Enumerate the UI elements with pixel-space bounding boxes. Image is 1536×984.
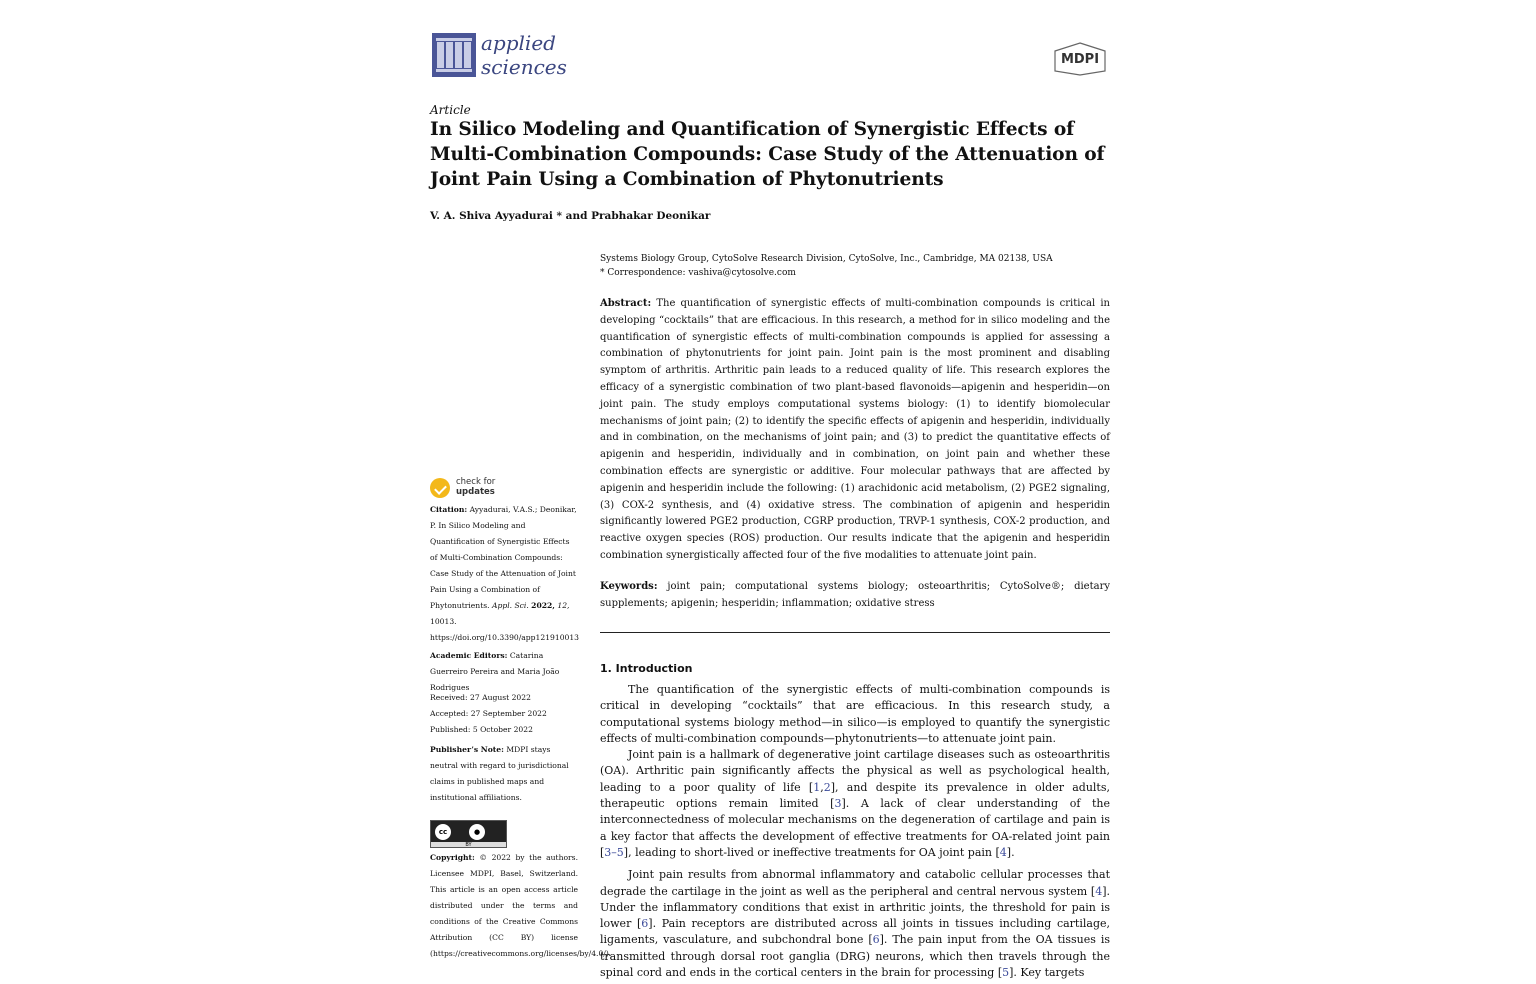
citation-link[interactable]: 3 bbox=[834, 797, 842, 811]
journal-name-line1: applied bbox=[481, 31, 556, 55]
publishers-note bbox=[430, 742, 578, 806]
citation-journal: Appl. Sci. bbox=[491, 601, 529, 610]
publisher-name: MDPI bbox=[1060, 52, 1100, 67]
abstract-text: The quantification of synergistic effects of multi-combination compounds is critical in developing “cocktails” that are efficacious. In this research, a method for in silico modeling and the quantification of synergistic effects of multi-combination compounds is applied for assessing a combination of phytonutrients for joint pain. Joint pain is the most prominent and disabling symptom of arthritis. Arthritic pain leads to a reduced quality of life. This research explores the efficacy of a synergistic combination of two plant-based flavonoids—apigenin and hesperidin—on joint pain. The study employs computational systems biology: (1) to identify biomolecular mechanisms of joint pain; (2) to identify the specific effects of apigenin and hesperidin, individually and in combination, on the mechanisms of joint pain; and (3) to predict the quantitative effects of apigenin and hesperidin, individually and in combination, on joint pain and whether these combination effects are synergistic or additive. Four molecular pathways that are affected by apigenin and hesperidin include the following: (1) arachidonic acid metabolism, (2) PGE2 signaling, (3) COX-2 synthesis, and (4) oxidative stress. The combination of apigenin and hesperidin significantly lowered PGE2 production, CGRP production, TRVP-1 synthesis, COX-2 production, and reactive oxygen species (ROS) production. Our results indicate that the apigenin and hesperidin combination synergistically affected four of the five modalities to attenuate joint pain. bbox=[600, 298, 1110, 561]
check-for-updates-label: check for updates bbox=[456, 477, 496, 497]
journal-name bbox=[481, 31, 567, 79]
check-circle-icon bbox=[430, 478, 450, 498]
abstract bbox=[600, 296, 1110, 565]
published-date: Published: 5 October 2022 bbox=[430, 725, 533, 734]
publication-dates bbox=[430, 690, 578, 738]
citation-doi[interactable]: 10013. https://doi.org/10.3390/app121910013 bbox=[430, 617, 580, 642]
citation-link[interactable]: 4 bbox=[999, 845, 1007, 859]
paper-page bbox=[430, 30, 1110, 984]
cc-by-license-badge[interactable] bbox=[430, 820, 507, 848]
section-heading-introduction: 1. Introduction bbox=[600, 662, 693, 675]
citation-link[interactable]: 6 bbox=[641, 917, 649, 931]
correspondence-email[interactable]: vashiva@cytosolve.com bbox=[688, 268, 796, 278]
affiliation: Systems Biology Group, CytoSolve Research Division, CytoSolve, Inc., Cambridge, MA 02138, USA bbox=[600, 254, 1053, 264]
citation-link[interactable]: 3–5 bbox=[604, 845, 624, 859]
correspondence bbox=[600, 266, 1100, 280]
citation-year: 2022, bbox=[531, 601, 555, 610]
citation-volume: 12, bbox=[557, 601, 570, 610]
intro-paragraph-2: Joint pain is a hallmark of degenerative joint cartilage diseases such as osteoarthritis (OA). Arthritic pain significantly affects the physical as well as psychological health, leading to a poor quality of life [1,2], and despite its prevalence in older adults, therapeutic options remain limited [3]. A lack of clear understanding of the interconnectedness of molecular mechanisms on the degeneration of cartilage and pain is a key factor that affects the development of effective treatments for OA-related joint pain [3–5], leading to short-lived or ineffective treatments for OA joint pain [4]. bbox=[600, 748, 1111, 859]
citation-text: Ayyadurai, V.A.S.; Deonikar, P. In Silico Modeling and Quantification of Synergistic Effects of Multi-Combination Compounds: Case Study of the Attenuation of Joint Pain Using a Combination of Phytonutrients. bbox=[430, 505, 577, 610]
copyright-text: © 2022 by the authors. Licensee MDPI, Basel, Switzerland. This article is an open access article distributed under the terms and conditions of the Creative Commons Attribution (CC BY) license (https://creativecommons.org/licenses/by/4.0/). bbox=[430, 853, 612, 958]
citation-block bbox=[430, 502, 578, 646]
keywords-text: joint pain; computational systems biology; osteoarthritis; CytoSolve®; dietary supplements; apigenin; hesperidin; inflammation; oxidative stress bbox=[600, 581, 1110, 609]
note-label: Publisher’s Note: bbox=[430, 745, 504, 754]
copyright-block bbox=[430, 850, 612, 962]
citation-link[interactable]: 1 bbox=[813, 780, 821, 794]
editors-text: Catarina Guerreiro Pereira and Maria João Rodrigues bbox=[430, 651, 560, 692]
paper-title: In Silico Modeling and Quantification of Synergistic Effects of Multi-Combination Compounds: Case Study of the Attenuation of Joint Pain Using a Combination of Phytonutrients bbox=[430, 119, 1105, 190]
citation-link[interactable]: 6 bbox=[872, 933, 880, 947]
affiliation-block bbox=[600, 252, 1100, 280]
academic-editors bbox=[430, 648, 578, 696]
cc-by-label: BY bbox=[465, 842, 472, 848]
keywords bbox=[600, 579, 1110, 613]
citation-label: Citation: bbox=[430, 505, 468, 514]
intro-paragraph-3: Joint pain results from abnormal inflammatory and catabolic cellular processes that degrade the cartilage in the joint as well as the peripheral and central nervous system [4]. Under the inflammatory conditions that exist in arthritic joints, the threshold for pain is lower [6]. Pain receptors are distributed across all joints in tissues including cartilage, ligaments, vasculature, and subchondral bone [6]. The pain input from the OA tissues is transmitted through dorsal root ganglia (DRG) neurons, which then travels through the spinal cord and ends in the cortical centers in the brain for processing [5]. Key targets bbox=[600, 868, 1111, 980]
editors-label: Academic Editors: bbox=[430, 651, 508, 660]
intro-paragraph-1: The quantification of the synergistic effects of multi-combination compounds is critical in developing “cocktails” that are efficacious. In this research study, a computational systems biology method—in silico—is employed to quantify the synergistic effects of multi-combination compounds—phytonutrients—to attenuate joint pain. bbox=[600, 683, 1110, 745]
person-icon: ● bbox=[469, 824, 485, 840]
keywords-label: Keywords: bbox=[600, 581, 658, 592]
accepted-date: Accepted: 27 September 2022 bbox=[430, 709, 547, 718]
journal-name-line2: sciences bbox=[481, 55, 567, 79]
introduction-body bbox=[600, 682, 1110, 981]
citation-link[interactable]: 2 bbox=[823, 780, 831, 794]
journal-logo-icon bbox=[432, 33, 476, 77]
copyright-label: Copyright: bbox=[430, 853, 475, 862]
publisher-logo bbox=[1053, 42, 1107, 76]
note-text: MDPI stays neutral with regard to jurisdictional claims in published maps and institutional affiliations. bbox=[430, 745, 569, 802]
received-date: Received: 27 August 2022 bbox=[430, 693, 531, 702]
citation-link[interactable]: 5 bbox=[1002, 966, 1010, 980]
correspondence-label: * Correspondence: bbox=[600, 268, 686, 278]
abstract-label: Abstract: bbox=[600, 298, 652, 309]
article-type: Article bbox=[430, 103, 471, 117]
section-divider bbox=[600, 632, 1110, 633]
check-for-updates-button[interactable] bbox=[430, 476, 540, 500]
citation-link[interactable]: 4 bbox=[1095, 884, 1103, 898]
cc-icon: cc bbox=[435, 824, 451, 840]
author-list: V. A. Shiva Ayyadurai * and Prabhakar Deonikar bbox=[430, 210, 711, 222]
